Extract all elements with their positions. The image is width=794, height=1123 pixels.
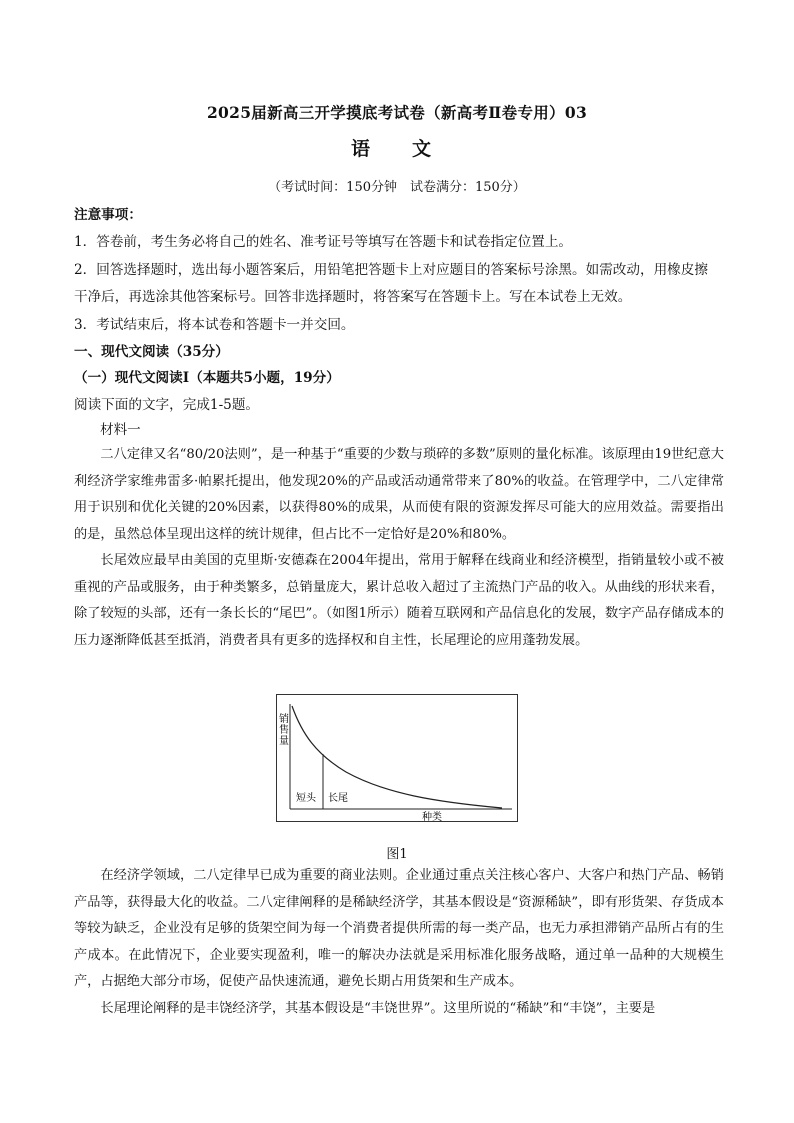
passage-paragraph: 在经济学领域，二八定律早已成为重要的商业法则。企业通过重点关注核心客户、大客户和热门产品、畅销产品等，获得最大化的收益。二八定律阐释的是稀缺经济学，其基本假设是“资源稀缺”，即有形货架、存货成本等较为缺乏，企业没有足够的货架空间为每一个消费者提供所需的每一类产品，也无力承担滞销产品所占有的生产成本。在此情况下，企业要实现盈利，唯一的解决办法就是采用标准化服务战略，通过单一品种的大规模生产，占据绝大部分市场，促使产品快速流通，避免长期占用货架和生产成本。: [74, 868, 724, 989]
long-tail-chart: [276, 694, 518, 822]
notice-item: 干净后，再选涂其他答案标号。回答非选择题时，将答案写在答题卡上。写在本试卷上无效。: [74, 289, 632, 305]
sub-section-heading: （一）现代文阅读Ⅰ（本题共5小题，19分）: [74, 370, 340, 386]
exam-info: （考试时间：150分钟 试卷满分：150分）: [268, 180, 526, 195]
long-tail-figure: [276, 694, 518, 822]
passage-block-2: [74, 863, 724, 1022]
x-axis-label: 种类: [422, 812, 442, 822]
passage-paragraph: 二八定律又名“80/20法则”，是一种基于“重要的少数与琐碎的多数”原则的量化标准。该原理由19世纪意大利经济学家维弗雷多·帕累托提出，他发现20%的产品或活动通常带来了80%的收益。在管理学中，二八定律常用于识别和优化关键的20%因素，以获得80%的成果，从而使有限的资源发挥尽可能大的应用效益。需要指出的是，虽然总体呈现出这样的统计规律，但占比不一定恰好是20%和80%。: [74, 447, 724, 542]
head-label: 短头: [296, 793, 316, 804]
figure-caption: 图1: [386, 847, 408, 862]
notice-item: 2．回答选择题时，选出每小题答案后，用铅笔把答题卡上对应题目的答案标号涂黑。如需改动，用橡皮擦: [74, 262, 708, 278]
tail-label: 长尾: [328, 793, 348, 804]
notice-item: 1．答卷前，考生务必将自己的姓名、准考证号等填写在答题卡和试卷指定位置上。: [74, 234, 573, 250]
y-axis-label: 销 售 量: [279, 714, 289, 747]
notice-item: 3．考试结束后，将本试卷和答题卡一并交回。: [74, 317, 355, 333]
material-label: 材料一: [100, 422, 141, 438]
reading-instruction: 阅读下面的文字，完成1-5题。: [74, 397, 260, 413]
passage-paragraph: 长尾效应最早由美国的克里斯·安德森在2004年提出，常用于解释在线商业和经济模型，指销量较小或不被重视的产品或服务，由于种类繁多，总销量庞大，累计总收入超过了主流热门产品的收入。从曲线的形状来看，除了较短的头部，还有一条长长的“尾巴”。（如图1所示）随着互联网和产品信息化的发展，数字产品存储成本的压力逐渐降低甚至抵消，消费者具有更多的选择权和自主性，长尾理论的应用蓬勃发展。: [74, 553, 724, 648]
section-heading: 一、现代文阅读（35分）: [74, 344, 229, 360]
passage-block-1: [74, 442, 724, 654]
exam-title: 2025届新高三开学摸底考试卷（新高考Ⅱ卷专用）03: [206, 103, 588, 122]
passage-paragraph: 长尾理论阐释的是丰饶经济学，其基本假设是“丰饶世界”。这里所说的“稀缺”和“丰饶”，主要是: [100, 1000, 656, 1016]
notice-heading: 注意事项：: [74, 207, 142, 223]
subject-title: 语文: [350, 138, 473, 160]
